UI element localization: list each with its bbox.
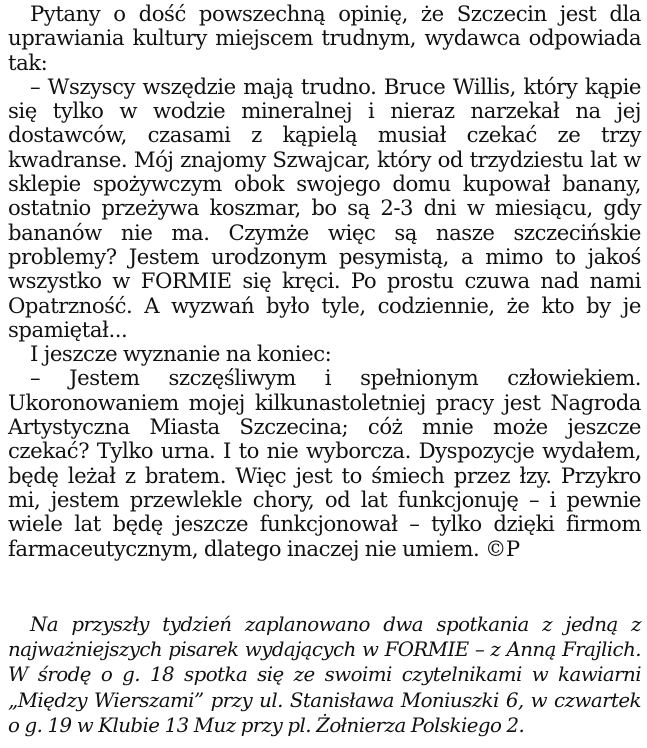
article-body <box>8 2 641 561</box>
article-paragraph-answer: – Wszyscy wszędzie mają trudno. Bruce Willis, który kąpie się tylko w wodzie mineralnej i nieraz narzekał na jej dostawców, czasami z kąpielą musiał czekać ze trzy kwadranse. Mój znajomy Szwajcar, który od trzydziestu lat w sklepie spożywczym obok swojego domu kupował banany, ostatnio przeżywa koszmar, bo są 2-3 dni w miesiącu, gdy bananów nie ma. Czymże więc są nasze szczecińskie problemy? Jestem urodzonym pesymistą, a mimo to jakoś wszystko w FORMIE się kręci. Po prostu czuwa nad nami Opatrzność. A wyzwań było tyle, codziennie, że kto by je spamiętał... <box>8 73 641 342</box>
article-paragraph-intro: Pytany o dość powszechną opinię, że Szczecin jest dla uprawiania kultury miejscem trudnym, wydawca odpowiada tak: <box>8 1 641 75</box>
copyright-mark: ©P <box>485 535 520 561</box>
article-paragraph-confession-intro: I jeszcze wyznanie na koniec: <box>30 341 332 367</box>
announcement-text: Na przyszły tydzień zaplanowano dwa spotkania z jedną z najważniejszych pisarek wydających w FORMIE – z Anną Frajlich. W środę o g. 18 spotka się ze swoimi czytelnikami w kawiarni „Między Wierszami” przy ul. Stanisława Moniuszki 6, w czwartek o g. 19 w Klubie 13 Muz przy pl. Żołnierza Polskiego 2. <box>8 613 641 737</box>
article-paragraph-confession <box>8 366 641 560</box>
confession-text: – Jestem szczęśliwym i spełnionym człowiekiem. Ukoronowaniem mojej kilkunastoletniej pracy jest Nagroda Artystyczna Miasta Szczecina; cóż mnie może jeszcze czekać? Tylko urna. I to nie wyborcza. Dyspozycje wydałem, będę leżał z bratem. Więc jest to śmiech przez łzy. Przykro mi, jestem przewlekle chory, od lat funkcjonuję – i pewnie wiele lat będę jeszcze funkcjonował – tylko dzięki firmom farmaceutycznym, dlatego inaczej nie umiem. <box>8 365 641 561</box>
event-announcement <box>8 612 641 738</box>
